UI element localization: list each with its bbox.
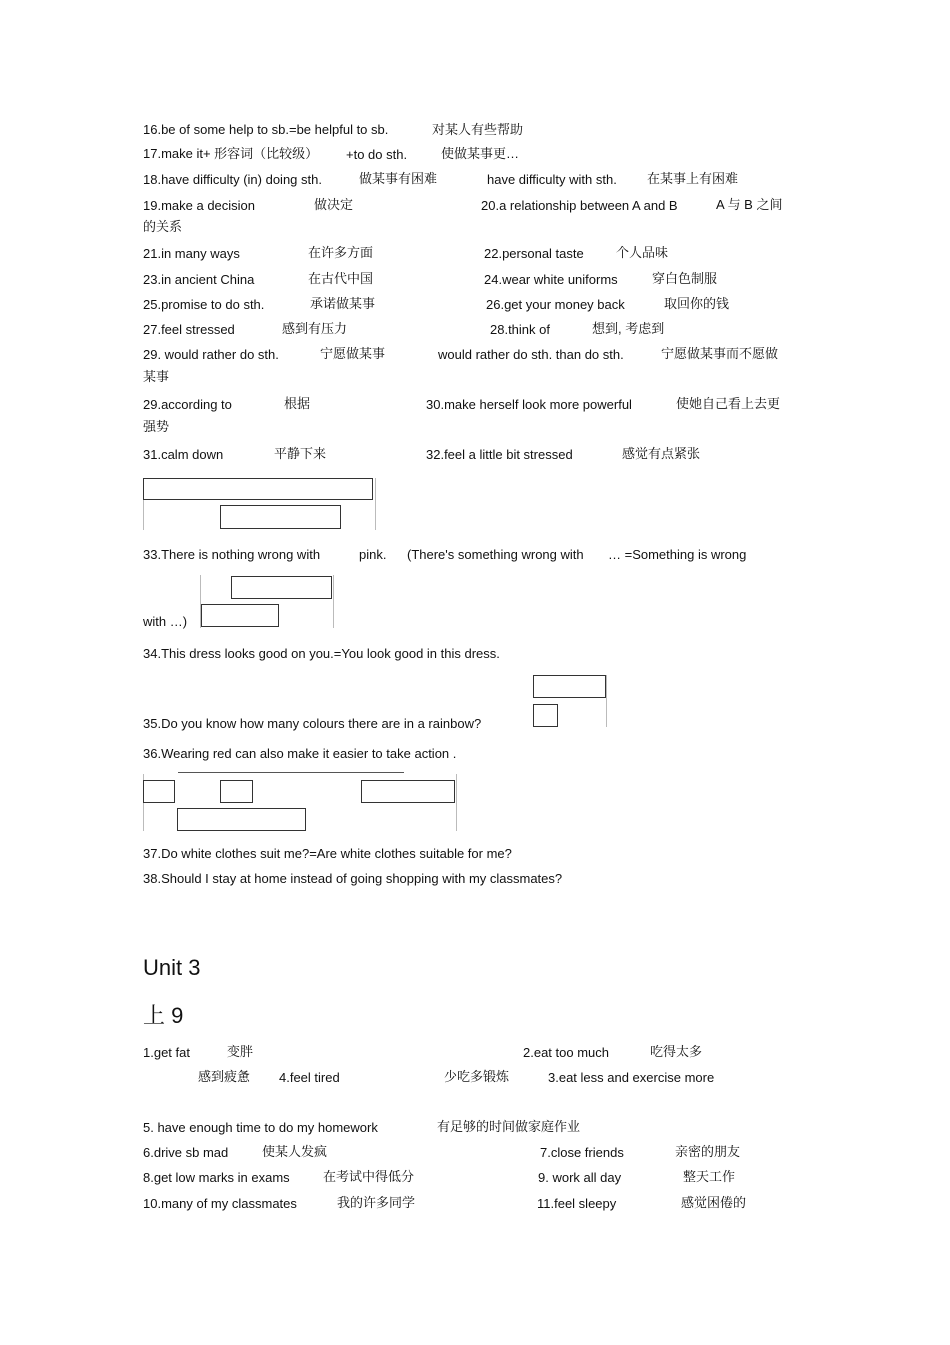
item-29-chinese-alt-cont: 某事	[143, 369, 170, 384]
item-30-chinese: 使她自己看上去更	[676, 396, 781, 411]
item-22-chinese: 个人品味	[616, 245, 669, 260]
unit3-item-10-chinese: 我的许多同学	[337, 1195, 416, 1210]
box-frame-line	[606, 675, 607, 727]
item-18-english-alt: have difficulty with sth.	[487, 172, 617, 187]
item-29b-chinese: 根据	[284, 396, 311, 411]
item-19-chinese: 做决定	[314, 197, 354, 212]
sentence-36: 36.Wearing red can also make it easier to take action .	[143, 746, 457, 761]
item-32-chinese: 感觉有点紧张	[622, 446, 701, 461]
item-31-chinese: 平静下来	[274, 446, 327, 461]
item-21-chinese: 在许多方面	[308, 245, 374, 260]
answer-blank-box	[533, 675, 606, 698]
box-frame-line	[456, 774, 457, 831]
unit3-item-3-chinese: 少吃多锻炼	[444, 1069, 510, 1084]
answer-blank-box	[143, 780, 175, 803]
unit3-item-2-english: 2.eat too much	[523, 1045, 609, 1060]
item-16-chinese: 对某人有些帮助	[432, 122, 524, 137]
item-18-english: 18.have difficulty (in) doing sth.	[143, 172, 322, 187]
unit3-item-8-english: 8.get low marks in exams	[143, 1170, 290, 1185]
item-28-english: 28.think of	[490, 322, 550, 337]
item-18-chinese: 做某事有困难	[359, 171, 438, 186]
sentence-38: 38.Should I stay at home instead of going shopping with my classmates?	[143, 871, 563, 886]
item-23-chinese: 在古代中国	[308, 271, 374, 286]
unit3-item-7-english: 7.close friends	[540, 1145, 624, 1160]
item-18-chinese-alt: 在某事上有困难	[647, 171, 739, 186]
sentence-37: 37.Do white clothes suit me?=Are white clothes suitable for me?	[143, 846, 512, 861]
item-29-english: 29. would rather do sth.	[143, 347, 279, 362]
item-29b-english: 29.according to	[143, 397, 232, 412]
answer-blank-box	[533, 704, 558, 727]
unit3-item-8-chinese: 在考试中得低分	[323, 1169, 415, 1184]
item-17-pattern: +to do sth.	[346, 147, 408, 162]
item-29-chinese-alt: 宁愿做某事而不愿做	[661, 346, 779, 361]
unit3-item-4-english: 4.feel tired	[279, 1070, 340, 1085]
unit3-item-3-english: 3.eat less and exercise more	[548, 1070, 715, 1085]
item-30-chinese-cont: 强势	[143, 419, 170, 434]
unit3-item-10-english: 10.many of my classmates	[143, 1196, 297, 1211]
unit3-item-7-chinese: 亲密的朋友	[675, 1144, 741, 1159]
unit3-item-5-english: 5. have enough time to do my homework	[143, 1120, 378, 1135]
item-23-english: 23.in ancient China	[143, 272, 255, 287]
item-17-chinese: 使做某事更…	[441, 146, 520, 161]
item-16-english: 16.be of some help to sb.=be helpful to sb.	[143, 122, 389, 137]
answer-blank-box	[177, 808, 306, 831]
sentence-33-part1: 33.There is nothing wrong with	[143, 547, 321, 562]
item-20-chinese-cont: 的关系	[143, 219, 183, 234]
item-29-english-alt: would rather do sth. than do sth.	[438, 347, 624, 362]
item-25-english: 25.promise to do sth.	[143, 297, 265, 312]
sentence-35: 35.Do you know how many colours there are in a rainbow?	[143, 716, 482, 731]
unit3-item-6-chinese: 使某人发疯	[262, 1144, 328, 1159]
answer-blank-box	[201, 604, 279, 627]
item-28-chinese: 想到, 考虑到	[592, 321, 665, 336]
unit3-item-5-chinese: 有足够的时间做家庭作业	[437, 1119, 581, 1134]
item-22-english: 22.personal taste	[484, 246, 584, 261]
unit3-item-6-english: 6.drive sb mad	[143, 1145, 229, 1160]
item-32-english: 32.feel a little bit stressed	[426, 447, 573, 462]
item-24-chinese: 穿白色制服	[652, 271, 718, 286]
unit-title: Unit 3	[143, 955, 201, 980]
answer-blank-box	[361, 780, 455, 803]
answer-blank-box	[220, 505, 341, 529]
item-24-english: 24.wear white uniforms	[484, 272, 618, 287]
sentence-34: 34.This dress looks good on you.=You look good in this dress.	[143, 646, 500, 661]
unit3-item-1-chinese: 变胖	[227, 1044, 254, 1059]
item-21-english: 21.in many ways	[143, 246, 240, 261]
item-17-english: 17.make it+ 形容词（比较级）	[143, 146, 319, 161]
unit3-item-11-chinese: 感觉困倦的	[681, 1195, 747, 1210]
item-27-english: 27.feel stressed	[143, 322, 235, 337]
unit-subtitle: 上 9	[143, 1003, 184, 1028]
unit3-item-9-english: 9. work all day	[538, 1170, 622, 1185]
item-20-english: 20.a relationship between A and B	[481, 198, 678, 213]
answer-blank-box	[143, 478, 373, 500]
unit3-item-9-chinese: 整天工作	[683, 1169, 736, 1184]
item-29-chinese: 宁愿做某事	[320, 346, 386, 361]
item-20-chinese: A 与 B 之间	[716, 197, 783, 212]
item-25-chinese: 承诺做某事	[310, 296, 376, 311]
box-frame-line	[375, 478, 376, 530]
underline	[178, 772, 404, 773]
item-27-chinese: 感到有压力	[282, 321, 348, 336]
box-frame-line	[333, 575, 334, 628]
unit3-item-11-english: 11.feel sleepy	[537, 1196, 617, 1211]
unit3-item-2-chinese: 吃得太多	[650, 1044, 703, 1059]
item-26-chinese: 取回你的钱	[664, 296, 730, 311]
item-19-english: 19.make a decision	[143, 198, 256, 213]
sentence-33-part3: (There's something wrong with	[407, 547, 584, 562]
sentence-33-part4: … =Something is wrong	[608, 547, 747, 562]
unit3-item-4-chinese: 感到疲惫	[198, 1069, 251, 1084]
item-31-english: 31.calm down	[143, 447, 224, 462]
unit3-item-1-english: 1.get fat	[143, 1045, 190, 1060]
item-30-english: 30.make herself look more powerful	[426, 397, 632, 412]
answer-blank-box	[220, 780, 253, 803]
item-26-english: 26.get your money back	[486, 297, 625, 312]
answer-blank-box	[231, 576, 332, 599]
sentence-33-part2: pink.	[359, 547, 387, 562]
sentence-33-part5: with …)	[143, 614, 188, 629]
